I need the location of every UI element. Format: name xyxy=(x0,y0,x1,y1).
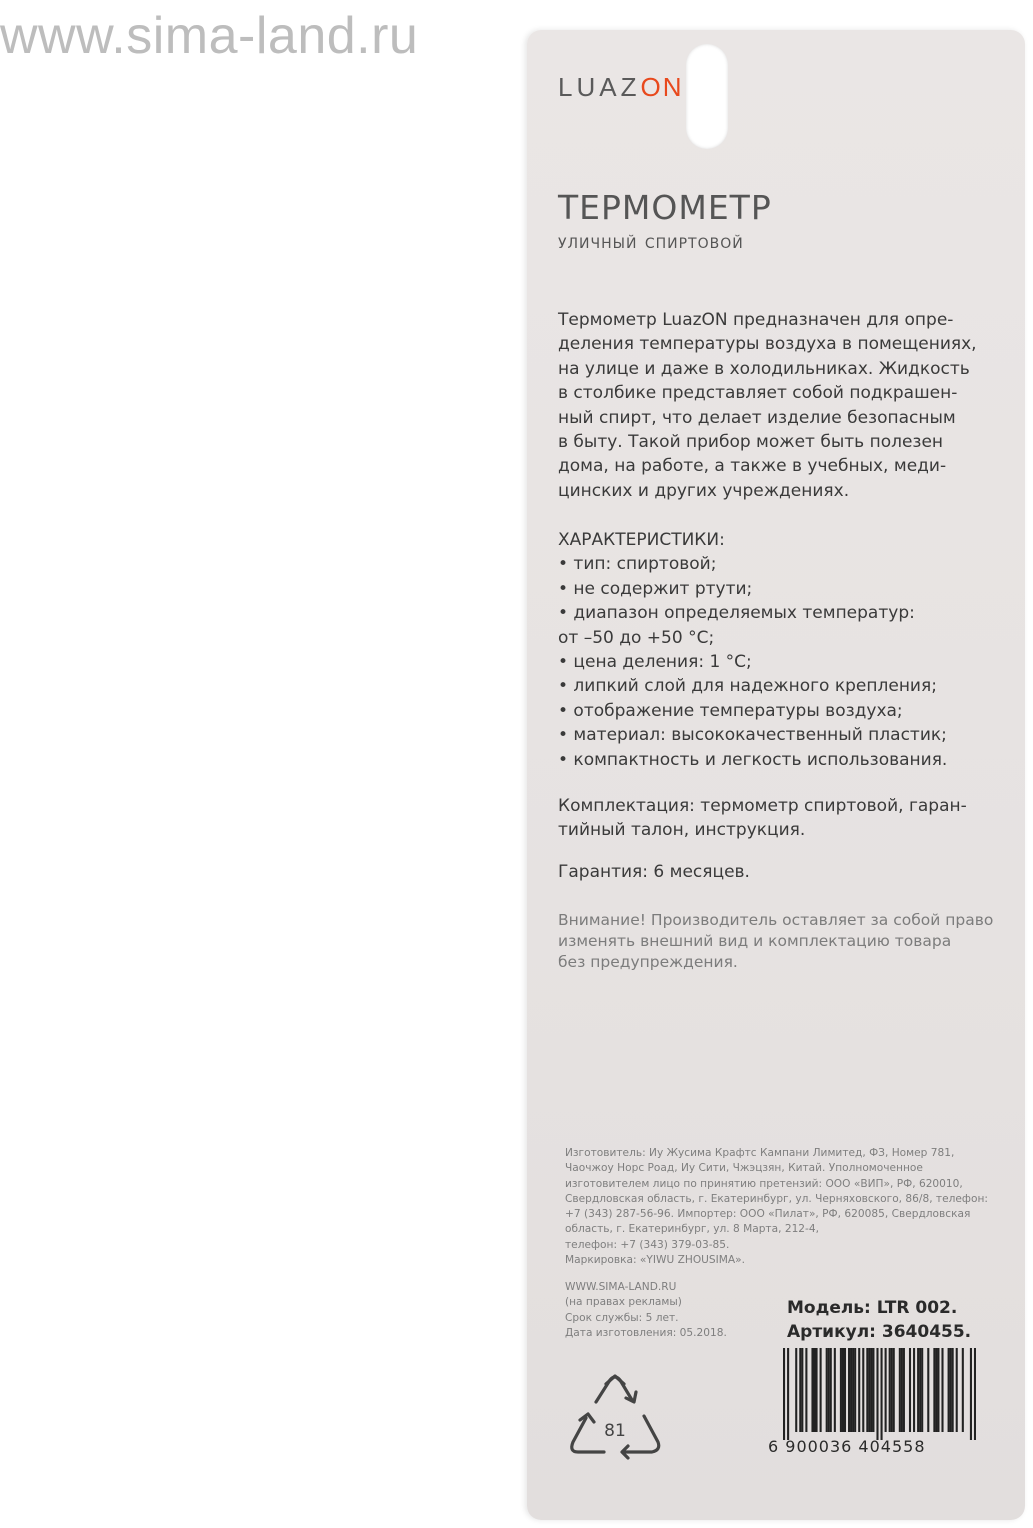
barcode-bar xyxy=(830,1348,832,1432)
characteristic-item: • материал: высококачественный пластик; xyxy=(558,725,947,746)
barcode-bar xyxy=(935,1348,937,1432)
barcode-bar xyxy=(909,1348,911,1432)
warranty: Гарантия: 6 месяцев. xyxy=(558,862,750,882)
barcode-bar xyxy=(828,1348,830,1432)
recycle-triangle-icon xyxy=(566,1372,664,1464)
manufacturer-line: область, г. Екатеринбург, ул. 8 Марта, 212-4, xyxy=(565,1223,819,1236)
barcode-bar xyxy=(868,1348,870,1432)
barcode xyxy=(783,1348,976,1440)
barcode-bar xyxy=(891,1348,893,1432)
manufacturer-line: Свердловская область, г. Екатеринбург, ул. Черняховского, 86/8, телефон: xyxy=(565,1192,988,1205)
characteristics xyxy=(558,528,998,772)
description-line: цинских и других учреждениях. xyxy=(558,480,850,501)
characteristic-item: • липкий слой для надежного крепления; xyxy=(558,676,937,697)
manufacturer-info xyxy=(565,1146,988,1268)
barcode-bar xyxy=(820,1348,822,1432)
barcode-bar xyxy=(872,1348,874,1432)
description-line: дома, на работе, а также в учебных, меди- xyxy=(558,456,947,477)
barcode-bar xyxy=(956,1348,958,1432)
kit-line: Комплектация: термометр спиртовой, гаран- xyxy=(558,796,967,816)
manufacturer-line: Маркировка: «YIWU ZHOUSIMA». xyxy=(565,1254,745,1267)
barcode-bar xyxy=(834,1348,836,1432)
description-line: деления температуры воздуха в помещениях, xyxy=(558,334,977,355)
barcode-bar xyxy=(876,1348,878,1440)
logo-suffix: ON xyxy=(640,72,684,102)
recycle-code: 81 xyxy=(604,1421,626,1441)
site-line: Дата изготовления: 05.2018. xyxy=(565,1326,727,1339)
barcode-bar xyxy=(801,1348,803,1432)
characteristic-item: • цена деления: 1 °С; xyxy=(558,652,752,673)
hang-hole xyxy=(686,44,728,149)
barcode-bar xyxy=(903,1348,905,1432)
characteristics-heading: ХАРАКТЕРИСТИКИ: xyxy=(558,530,725,550)
notice xyxy=(558,910,993,973)
description-line: Термометр LuazON предназначен для опре- xyxy=(558,310,954,330)
barcode-bar xyxy=(917,1348,919,1432)
barcode-bar xyxy=(950,1348,952,1432)
barcode-bar xyxy=(862,1348,864,1432)
model-number: Модель: LTR 002. xyxy=(787,1298,958,1318)
barcode-bar xyxy=(844,1348,846,1432)
barcode-number: 6 900036 404558 xyxy=(768,1437,926,1456)
manufacturer-line: +7 (343) 287-56-96. Импортер: ООО «Пилат», РФ, 620085, Свердловская xyxy=(565,1208,971,1221)
barcode-bar xyxy=(826,1348,828,1432)
notice-line: изменять внешний вид и комплектацию товара xyxy=(558,932,952,950)
barcode-bar xyxy=(933,1348,935,1432)
site-line: WWW.SIMA-LAND.RU xyxy=(565,1281,677,1293)
barcode-bar xyxy=(852,1348,854,1432)
characteristic-item: • не содержит ртути; xyxy=(558,578,753,599)
notice-line: без предупреждения. xyxy=(558,953,738,971)
barcode-bar xyxy=(848,1348,850,1432)
characteristic-item: • отображение температуры воздуха; xyxy=(558,700,903,721)
barcode-bar xyxy=(866,1348,868,1432)
barcode-bar xyxy=(901,1348,903,1432)
kit-contents xyxy=(558,794,967,843)
barcode-bar xyxy=(913,1348,915,1432)
barcode-bar xyxy=(795,1348,797,1432)
barcode-bar xyxy=(927,1348,929,1432)
barcode-bar xyxy=(813,1348,815,1432)
characteristic-item: от –50 до +50 °С; xyxy=(558,627,715,648)
site-line: Срок службы: 5 лет. xyxy=(565,1311,679,1324)
barcode-bar xyxy=(970,1348,972,1440)
barcode-bar xyxy=(889,1348,891,1432)
kit-line: тийный талон, инструкция. xyxy=(558,820,806,841)
barcode-bar xyxy=(941,1348,943,1432)
barcode-bar xyxy=(948,1348,950,1432)
barcode-bar xyxy=(952,1348,954,1432)
description-line: в столбике представляет собой подкрашен- xyxy=(558,383,958,404)
description-line: на улице и даже в холодильниках. Жидкость xyxy=(558,358,970,379)
barcode-bar xyxy=(974,1348,976,1440)
description xyxy=(558,308,998,503)
barcode-bar xyxy=(840,1348,842,1432)
site-line: (на правах рекламы) xyxy=(565,1296,682,1309)
barcode-bar xyxy=(842,1348,844,1432)
barcode-bar xyxy=(854,1348,856,1432)
characteristic-item: • компактность и легкость использования. xyxy=(558,749,948,770)
barcode-bar xyxy=(816,1348,818,1432)
characteristic-item: • тип: спиртовой; xyxy=(558,554,717,575)
barcode-bar xyxy=(962,1348,964,1432)
barcode-bar xyxy=(787,1348,789,1440)
barcode-bar xyxy=(858,1348,860,1432)
description-line: в быту. Такой прибор может быть полезен xyxy=(558,432,944,453)
description-line: ный спирт, что делает изделие безопасным xyxy=(558,407,956,428)
barcode-bar xyxy=(921,1348,923,1432)
site-info xyxy=(565,1280,727,1341)
barcode-bar xyxy=(799,1348,801,1432)
manufacturer-line: телефон: +7 (343) 379-03-85. xyxy=(565,1238,730,1251)
barcode-bar xyxy=(881,1348,883,1440)
manufacturer-line: изготовителем лицо по принятию претензий: ООО «ВИП», РФ, 620010, xyxy=(565,1177,963,1190)
barcode-bar xyxy=(783,1348,785,1440)
barcode-bar xyxy=(811,1348,813,1432)
manufacturer-line: Изготовитель: Иу Жусима Крафтс Кампани Лимитед, ФЗ, Номер 781, xyxy=(565,1147,955,1159)
barcode-bar xyxy=(805,1348,807,1432)
brand-logo xyxy=(558,72,683,103)
model-block xyxy=(787,1296,971,1344)
notice-line: Внимание! Производитель оставляет за собой право xyxy=(558,911,994,929)
barcode-bar xyxy=(850,1348,852,1432)
barcode-bar xyxy=(919,1348,921,1432)
article-number: Артикул: 3640455. xyxy=(787,1322,972,1342)
product-subtitle: уличный спиртовой xyxy=(558,229,744,253)
product-title: ТЕРМОМЕТР xyxy=(558,188,772,227)
barcode-bar xyxy=(870,1348,872,1432)
watermark: www.sima-land.ru xyxy=(0,7,419,65)
barcode-bar xyxy=(899,1348,901,1432)
characteristic-item: • диапазон определяемых температур: xyxy=(558,603,915,624)
manufacturer-line: Чаочжоу Норс Роад, Иу Сити, Чжэцзян, Китай. Уполномоченное xyxy=(565,1162,923,1175)
barcode-bar xyxy=(937,1348,939,1432)
logo-prefix: LUAZ xyxy=(558,72,641,102)
barcode-bar xyxy=(893,1348,895,1432)
barcode-bar xyxy=(885,1348,887,1432)
